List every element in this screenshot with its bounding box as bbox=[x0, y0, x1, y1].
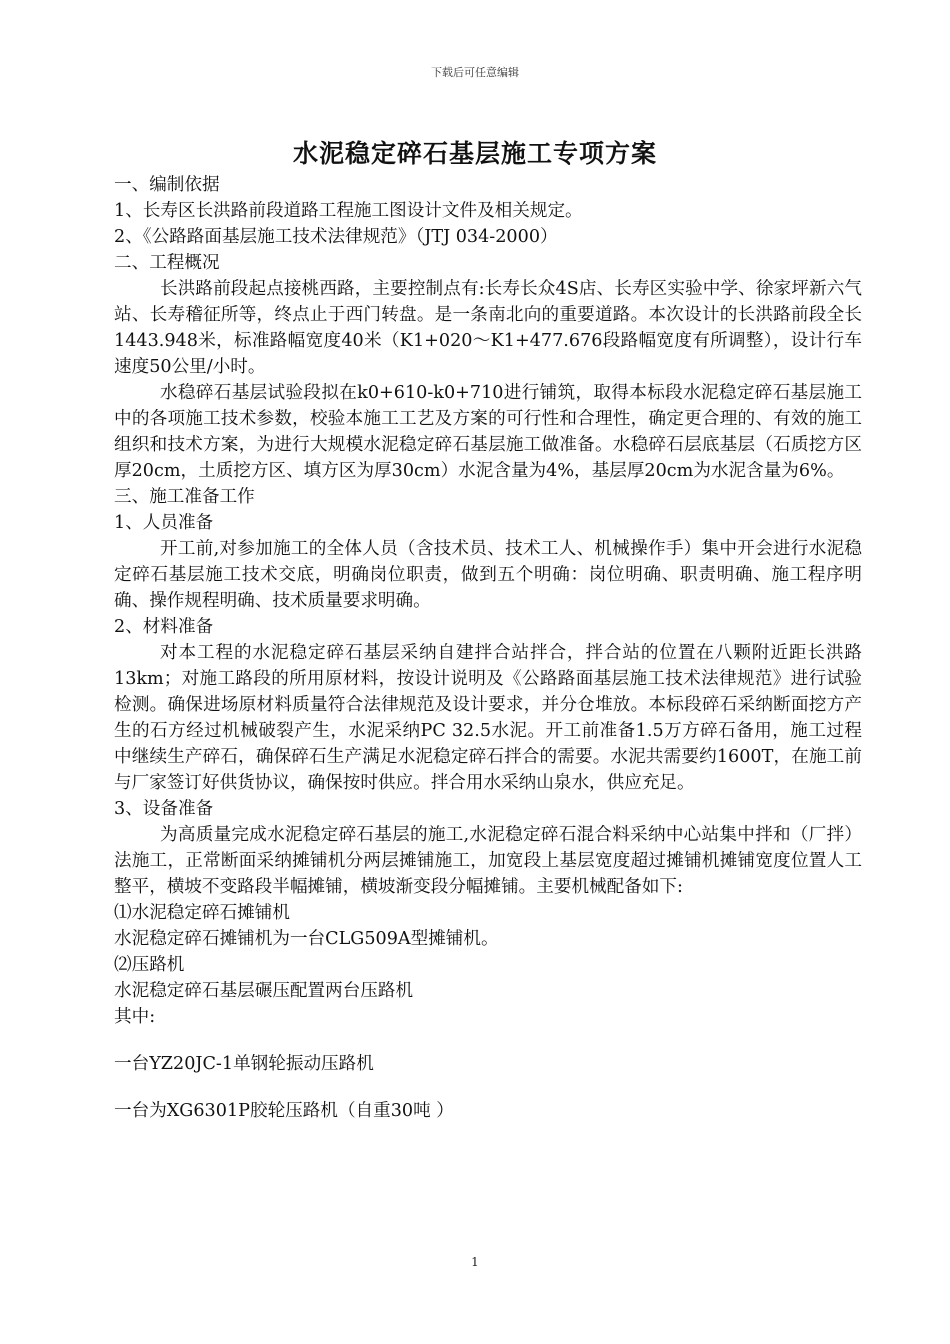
section-heading-overview: 二、工程概况 bbox=[114, 253, 220, 273]
page-number: 1 bbox=[471, 1255, 479, 1269]
document-body bbox=[114, 172, 862, 1124]
document-title: 水泥稳定碎石基层施工专项方案 bbox=[292, 139, 657, 168]
materials-paragraph: 对本工程的水泥稳定碎石基层采纳自建拌合站拌合，拌合站的位置在八颗附近距长洪路13km；对施工路段的所用原材料，按设计说明及《公路路面基层施工技术法律规范》进行试验检测。确保进场原材料质量符合法律规范及设计要求，并分仓堆放。本标段碎石采纳断面挖方产生的石方经过机械破裂产生，水泥采纳PC 32.5水泥。开工前准备1.5万方碎石备用，施工过程中继续生产碎石，确保碎石生产满足水泥稳定碎石拌合的需要。水泥共需要约1600T，在施工前与厂家签订好供货协议，确保按时供应。拌合用水采纳山泉水，供应充足。 bbox=[114, 643, 862, 793]
equipment-paragraph: 为高质量完成水泥稳定碎石基层的施工,水泥稳定碎石混合料采纳中心站集中拌和（厂拌）法施工，正常断面采纳摊铺机分两层摊铺施工，加宽段上基层宽度超过摊铺机摊铺宽度位置人工整平，横坡不变路段半幅摊铺，横坡渐变段分幅摊铺。主要机械配备如下: bbox=[114, 825, 862, 897]
section-heading-preparation: 三、施工准备工作 bbox=[114, 487, 255, 507]
equipment-item-paver: ⑴水泥稳定碎石摊铺机 bbox=[114, 903, 290, 923]
equipment-paver-desc: 水泥稳定碎石摊铺机为一台CLG509A型摊铺机。 bbox=[114, 929, 499, 949]
personnel-paragraph: 开工前,对参加施工的全体人员（含技术员、技术工人、机械操作手）集中开会进行水泥稳定碎石基层施工技术交底，明确岗位职责，做到五个明确：岗位明确、职责明确、施工程序明确、操作规程明确、技术质量要求明确。 bbox=[114, 539, 862, 611]
equipment-item-roller: ⑵压路机 bbox=[114, 955, 185, 975]
subheading-materials: 2、材料准备 bbox=[114, 617, 214, 637]
section-heading-basis: 一、编制依据 bbox=[114, 175, 220, 195]
basis-item-2: 2、《公路路面基层施工技术法律规范》（JTJ 034-2000） bbox=[114, 227, 558, 247]
roller-item-2: 一台为XG6301P胶轮压路机（自重30吨 ） bbox=[114, 1101, 454, 1121]
overview-paragraph-2: 水稳碎石基层试验段拟在k0+610-k0+710进行铺筑，取得本标段水泥稳定碎石基层施工中的各项施工技术参数，校验本施工工艺及方案的可行性和合理性，确定更合理的、有效的施工组织和技术方案，为进行大规模水泥稳定碎石基层施工做准备。水稳碎石层底基层（石质挖方区厚20cm，土质挖方区、填方区为厚30cm）水泥含量为4%，基层厚20cm为水泥含量为6%。 bbox=[114, 383, 862, 481]
header-note: 下载后可任意编辑 bbox=[431, 66, 519, 79]
subheading-personnel: 1、人员准备 bbox=[114, 513, 214, 533]
basis-item-1: 1、长寿区长洪路前段道路工程施工图设计文件及相关规定。 bbox=[114, 201, 583, 221]
roller-item-1: 一台YZ20JC-1单钢轮振动压路机 bbox=[114, 1054, 374, 1074]
subheading-equipment: 3、设备准备 bbox=[114, 799, 214, 819]
equipment-roller-desc: 水泥稳定碎石基层碾压配置两台压路机 bbox=[114, 981, 414, 1001]
equipment-roller-among: 其中: bbox=[114, 1007, 156, 1027]
overview-paragraph-1: 长洪路前段起点接桃西路，主要控制点有:长寿长众4S店、长寿区实验中学、徐家坪新六气站、长寿稽征所等，终点止于西门转盘。是一条南北向的重要道路。本次设计的长洪路前段全长1443.948米，标准路幅宽度40米（K1+020～K1+477.676段路幅宽度有所调整），设计行车速度50公里/小时。 bbox=[114, 279, 862, 377]
